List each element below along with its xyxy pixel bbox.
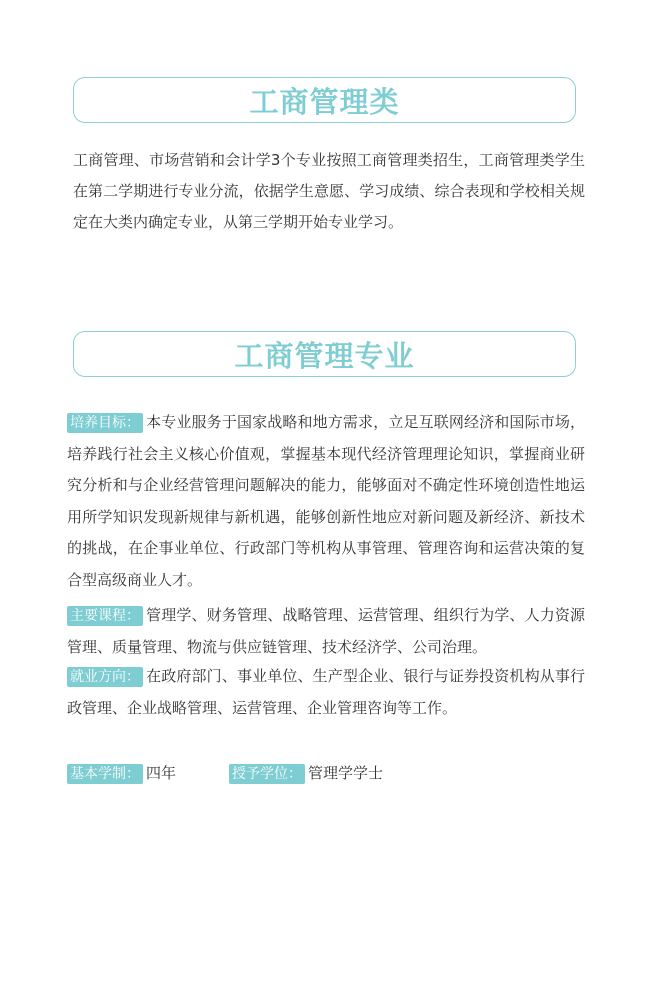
courses-label: 主要课程： <box>67 606 143 626</box>
years-label: 基本学制： <box>67 764 143 784</box>
major-title: 工商管理专业 <box>234 338 415 373</box>
section-title: 工商管理类 <box>249 84 400 119</box>
courses-text: 管理学、财务管理、战略管理、运营管理、组织行为学、人力资源管理、质量管理、物流与供应链管理、技术经济学、公司治理。 <box>67 606 585 656</box>
courses-section <box>67 600 585 663</box>
goal-label: 培养目标： <box>67 413 143 433</box>
goal-text: 本专业服务于国家战略和地方需求，立足互联网经济和国际市场，培养践行社会主义核心价值观，掌握基本现代经济管理理论知识，掌握商业研究分析和与企业经营管理问题解决的能力，能够面对不确定性环境创造性地运用所学知识发现新规律与新机遇，能够创新性地应对新问题及新经济、新技术的挑战，在企事业单位、行政部门等机构从事管理、管理咨询和运营决策的复合型高级商业人才。 <box>67 413 585 589</box>
years-value: 四年 <box>146 764 177 782</box>
section-title-box <box>73 77 576 123</box>
degree-label: 授予学位： <box>229 764 305 784</box>
degree-item <box>229 760 383 786</box>
career-section <box>67 661 585 724</box>
career-text: 在政府部门、事业单位、生产型企业、银行与证券投资机构从事行政管理、企业战略管理、运营管理、企业管理咨询等工作。 <box>67 667 585 717</box>
years-item <box>67 760 176 786</box>
goal-section <box>67 407 585 596</box>
career-label: 就业方向： <box>67 667 143 687</box>
degree-value: 管理学学士 <box>308 764 384 782</box>
major-title-box <box>73 331 576 377</box>
intro-paragraph: 工商管理、市场营销和会计学3个专业按照工商管理类招生，工商管理类学生在第二学期进行专业分流，依据学生意愿、学习成绩、综合表现和学校相关规定在大类内确定专业，从第三学期开始专业学习。 <box>73 151 585 231</box>
